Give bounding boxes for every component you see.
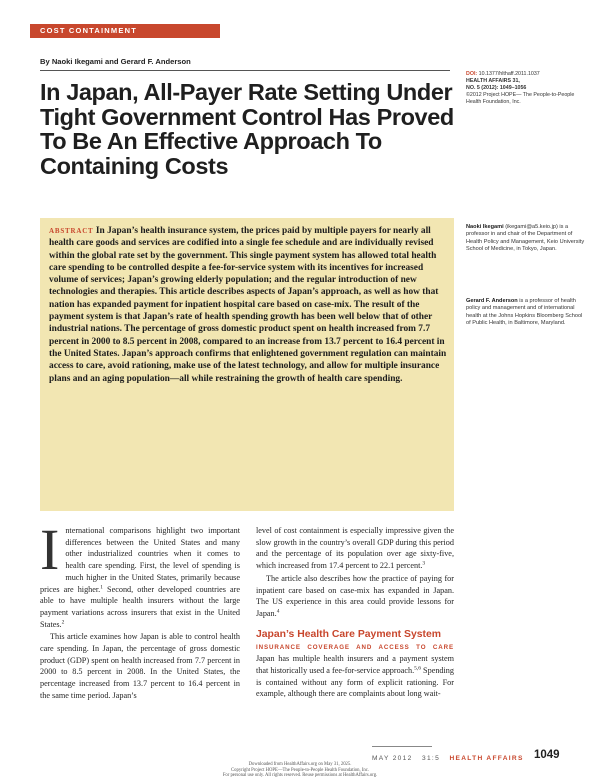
journal-volume: HEALTH AFFAIRS 31, <box>466 78 520 84</box>
body-column-left <box>40 517 240 703</box>
author-name: Gerard F. Anderson <box>466 298 518 304</box>
running-footer: MAY 2012 31:5 HEALTH AFFAIRS <box>372 755 524 762</box>
author-bio: (ikegami@a5.keio.jp) is a professor in and chair of the Department of Health Policy and Management, Keio University School of Medicine, in Tokyo, Japan. <box>466 224 585 252</box>
body-paragraph: The article also describes how the practice of paying for inpatient care based on case-mix has expanded in Japan. The US experience in this area could provide lessons for Japan.$^4$ <box>256 573 454 618</box>
article-title: In Japan, All-Payer Rate Setting Under Tight Government Control Has Proved To Be An Effective Approach To Containing Costs <box>40 79 454 179</box>
footnote-ref[interactable]: 5,6 <box>414 665 421 672</box>
drop-cap: I <box>40 517 60 582</box>
body-paragraph: This article examines how Japan is able to control health care spending. In Japan, the percentage of gross domestic product (GDP) spent on health increased from 7.7 percent in 2000 to 8.5 percent in 2008. In the United States, the percentage increased from 13.7 percent to 16.4 percent in the same time period. Japan’s <box>40 632 240 700</box>
issue-pages: NO. 5 (2012): 1049–1056 <box>466 85 527 91</box>
footnote-ref[interactable]: 3 <box>422 560 426 567</box>
copyright: ©2012 Project HOPE— The People-to-People Health Foundation, Inc. <box>466 92 575 105</box>
author-note-anderson <box>466 298 586 327</box>
doi-label: DOI: <box>466 71 478 77</box>
footnote-ref[interactable]: 1 <box>100 583 103 590</box>
abstract <box>49 225 447 385</box>
page-number: 1049 <box>534 749 560 761</box>
section-tag: COST CONTAINMENT <box>30 24 220 38</box>
author-bio: is a professor of health policy and management and of international health at the Johns Hopkins Bloomberg School of Public Health, in Baltimore, Maryland. <box>466 298 583 326</box>
title-rule <box>40 70 450 71</box>
body-paragraph: International comparisons highlight two important differences between the United States and many other industrialized countries when it comes to health care spending. First, the level of spending is much higher in the United States, primarily because prices are higher.$^1$ Second, other developed countries are able to have multiple health insurers without the large payment variations across insurers that exist in the United States.$^2$ <box>40 517 240 629</box>
body-paragraph: INSURANCE COVERAGE AND ACCESS TO CARE Japan has multiple health insurers and a payment system that historically used a fee-for-service approach.$^{5,6}$ Spending is contained without any form of explicit rationing. For example, although there are complaints about long wait- <box>256 643 454 699</box>
footer-rule <box>372 746 432 747</box>
download-notice: Downloaded from HealthAffairs.org on May 31, 2025. Copyright Project HOPE—The People-to-People Health Foundation, Inc. For personal use only. All rights reserved. Reuse permissions at HealthAffairs.org. <box>222 762 378 779</box>
abstract-body: In Japan’s health insurance system, the prices paid by multiple payers for nearly all health care goods and services are codified into a single fee schedule and are individually revised within the global rate set by the government. This single payment system has allowed total health care spending to be controlled despite a fee-for-service system with its incentives for increased volume of services; Japan’s growing elderly population; and the regular introduction of new technologies and therapies. This article describes aspects of Japan’s approach, as well as how that nation has expanded payment for inpatient hospital care based on case-mix. The result of the payment system is that Japan’s rate of health spending growth has been well below that of other industrial nations. The percentage of gross domestic product spent on health increased from 7.7 percent in 2000 to 8.5 percent in 2008, compared to an increase from 13.7 percent to 16.4 percent in the United States. Japan’s approach confirms that enlightened government regulation can maintain access to care, avoid rationing, make use of the latest technology, and allow for multiple insurance plans and an aging population—all while restraining the growth of health care spending. <box>49 226 447 384</box>
doi-value[interactable]: 10.1377/hlthaff.2011.1037 <box>478 71 540 77</box>
footnote-ref[interactable]: 2 <box>61 618 65 625</box>
body-paragraph: level of cost containment is especially impressive given the slow growth in the country’s overall GDP during this period and the percentage of its population over age sixty-five, which increased from 17.4 percent to 22.1 percent.$^3$ <box>256 526 454 571</box>
citation-info <box>466 71 586 106</box>
byline: By Naoki Ikegami and Gerard F. Anderson <box>40 57 191 66</box>
body-column-right <box>256 525 454 701</box>
subsection-heading: INSURANCE COVERAGE AND ACCESS TO CARE <box>256 643 454 651</box>
author-name: Naoki Ikegami <box>466 224 504 230</box>
abstract-label: ABSTRACT <box>49 227 94 235</box>
author-note-ikegami <box>466 224 586 253</box>
footnote-ref[interactable]: 4 <box>276 608 280 615</box>
section-heading: Japan’s Health Care Payment System <box>256 628 441 640</box>
